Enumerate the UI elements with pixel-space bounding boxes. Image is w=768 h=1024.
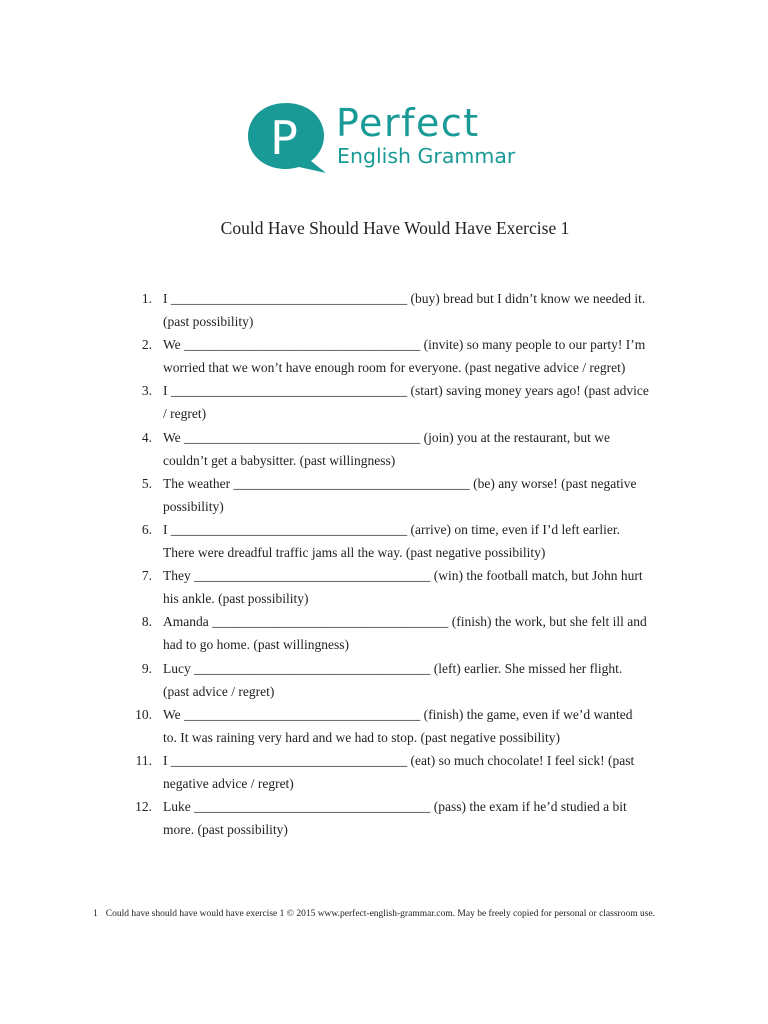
exercise-number: 11. <box>135 752 152 768</box>
footnote <box>93 908 673 920</box>
exercise-sentence-line-2: / regret) <box>163 406 207 422</box>
footnote-text: Could have should have would have exercise 1 © 2015 www.perfect-english-grammar.com. May be freely copied for personal or classroom use. <box>105 909 656 919</box>
footnote-number: 1 <box>93 909 98 919</box>
logo-word-english-grammar: English Grammar <box>337 144 516 168</box>
exercise-number: 12. <box>135 799 152 815</box>
logo <box>244 101 534 181</box>
exercise-sentence-line-2: (past possibility) <box>163 314 254 330</box>
exercise-sentence-line-2: had to go home. (past willingness) <box>163 637 349 653</box>
exercise-number: 8. <box>141 614 152 630</box>
exercise-sentence-line-1: I ___________________________________ (eat) so much chocolate! I feel sick! (past <box>163 752 635 768</box>
exercise-sentence-line-1: The weather ___________________________________ (be) any worse! (past negative <box>163 475 637 491</box>
exercise-sentence-line-1: I ___________________________________ (start) saving money years ago! (past advice <box>163 383 649 399</box>
exercise-sentence-line-2: (past advice / regret) <box>163 683 275 699</box>
logo-word-perfect: Perfect <box>336 101 480 145</box>
exercise-item <box>130 426 690 472</box>
exercise-sentence-line-1: Amanda ___________________________________ (finish) the work, but she felt ill and <box>163 614 647 630</box>
exercise-number: 4. <box>141 429 152 445</box>
exercise-number: 2. <box>141 337 152 353</box>
exercise-sentence-line-2: negative advice / regret) <box>163 775 294 791</box>
exercise-sentence-line-2: his ankle. (past possibility) <box>163 591 309 607</box>
exercise-number: 9. <box>141 660 152 676</box>
exercise-sentence-line-2: couldn’t get a babysitter. (past willingness) <box>163 452 396 468</box>
exercise-number: 7. <box>141 568 152 584</box>
exercise-sentence-line-1: Luke ___________________________________ (pass) the exam if he’d studied a bit <box>163 799 627 815</box>
exercise-number: 1. <box>141 291 152 306</box>
exercise-sentence-line-1: I ___________________________________ (buy) bread but I didn’t know we needed it. <box>163 291 646 306</box>
exercise-number: 3. <box>141 383 152 399</box>
exercise-item <box>130 564 690 610</box>
exercise-sentence-line-2: worried that we won’t have enough room for everyone. (past negative advice / regret) <box>163 360 626 376</box>
exercise-item <box>130 795 690 841</box>
exercise-sentence-line-1: We ___________________________________ (invite) so many people to our party! I’m <box>163 337 646 353</box>
exercise-sentence-line-1: Lucy ___________________________________ (left) earlier. She missed her flight. <box>163 660 623 676</box>
exercise-sentence-line-2: There were dreadful traffic jams all the way. (past negative possibility) <box>163 545 546 561</box>
exercise-number: 6. <box>141 521 152 537</box>
exercise-item <box>130 287 690 333</box>
speech-bubble-p-icon <box>244 101 328 175</box>
exercise-list <box>130 287 690 841</box>
exercise-item <box>130 610 690 656</box>
exercise-number: 10. <box>135 706 152 722</box>
exercise-item <box>130 703 690 749</box>
exercise-item <box>130 333 690 379</box>
exercise-sentence-line-2: more. (past possibility) <box>163 822 288 838</box>
exercise-sentence-line-1: We ___________________________________ (join) you at the restaurant, but we <box>163 429 610 445</box>
exercise-item <box>130 518 690 564</box>
exercise-sentence-line-2: possibility) <box>163 498 224 514</box>
exercise-sentence-line-2: to. It was raining very hard and we had to stop. (past negative possibility) <box>163 729 561 745</box>
exercise-item <box>130 657 690 703</box>
exercise-sentence-line-1: They ___________________________________ (win) the football match, but John hurt <box>163 568 643 584</box>
exercise-item <box>130 749 690 795</box>
exercise-number: 5. <box>141 475 152 491</box>
exercise-item <box>130 472 690 518</box>
page-title: Could Have Should Have Would Have Exercise 1 <box>220 218 570 238</box>
logo-letter: P <box>270 111 298 165</box>
exercise-item <box>130 379 690 425</box>
exercise-sentence-line-1: We ___________________________________ (finish) the game, even if we’d wanted <box>163 706 633 722</box>
exercise-sentence-line-1: I ___________________________________ (arrive) on time, even if I’d left earlier. <box>163 521 621 537</box>
